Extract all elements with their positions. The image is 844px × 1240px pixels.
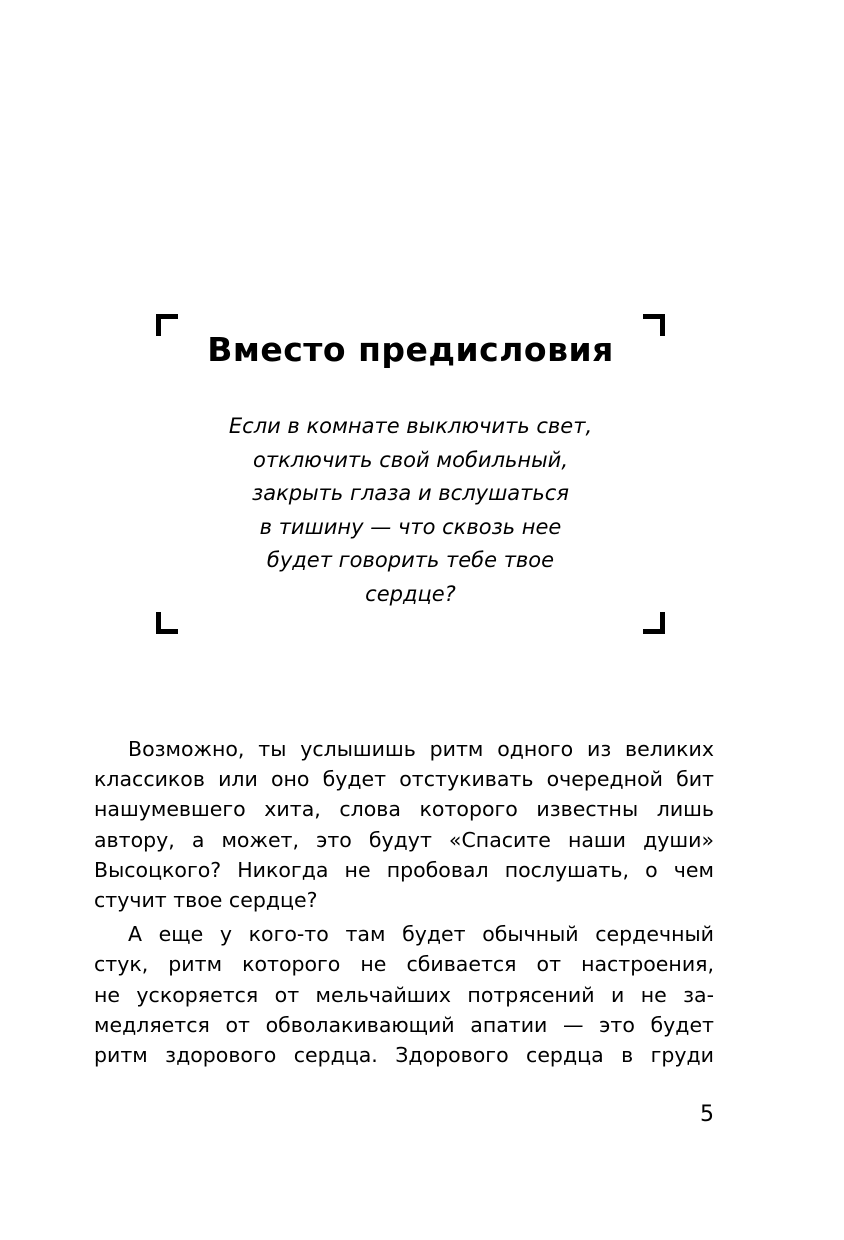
- body-text: [94, 734, 714, 1070]
- chapter-title: Вместо предисловия: [207, 330, 614, 369]
- text-line: Возможно, ты услышишь ритм одного из великих: [128, 737, 714, 761]
- epigraph-line: в тишину — что сквозь нее: [259, 514, 562, 539]
- text-line: стучит твое сердце?: [94, 888, 318, 913]
- text-line: медляется от обволакивающий апатии — это будет: [94, 1012, 714, 1037]
- epigraph-line: будет говорить тебе твое: [266, 548, 555, 572]
- text-line: нашумевшего хита, слова которого известны лишь: [94, 797, 714, 822]
- text-line: ритм здорового сердца. Здорового сердца в груди: [94, 1043, 714, 1068]
- text-line: не ускоряется от мельчайших потрясений и не за-: [94, 982, 714, 1007]
- epigraph: [156, 410, 665, 611]
- text-line: А еще у кого-то там будет обычный сердечный: [128, 922, 714, 947]
- frame-corner-bottom-right: [643, 612, 665, 634]
- text-line: автору, а может, это будут «Спасите наши души»: [94, 827, 714, 852]
- epigraph-line: Если в комнате выключить свет,: [228, 414, 593, 438]
- epigraph-line: сердце?: [365, 581, 456, 606]
- text-line: классиков или оно будет отстукивать очередной бит: [94, 767, 714, 792]
- epigraph-line: отключить свой мобильный,: [252, 447, 569, 472]
- epigraph-line: закрыть глаза и вслушаться: [252, 481, 569, 505]
- paragraph-2: [94, 919, 714, 1070]
- paragraph-1: [94, 734, 714, 915]
- frame-corner-bottom-left: [156, 612, 178, 634]
- page-number: 5: [700, 1102, 714, 1127]
- text-line: Высоцкого? Никогда не пробовал послушать, о чем: [94, 857, 714, 882]
- text-line: стук, ритм которого не сбивается от настроения,: [94, 952, 714, 977]
